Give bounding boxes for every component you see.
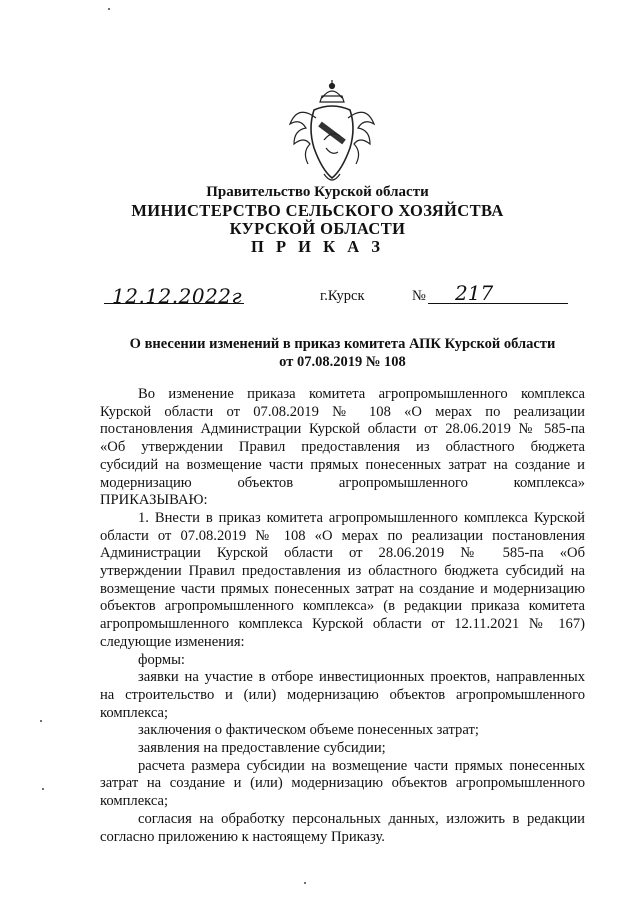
scan-speck [42,788,44,790]
ministry-title: МИНИСТЕРСТВО СЕЛЬСКОГО ХОЗЯЙСТВА [131,201,504,220]
body-line: согласно приложению к настоящему Приказу. [100,828,385,845]
body-line: Во изменение приказа комитета агропромышленного комплекса [138,386,585,402]
scan-speck [108,8,110,10]
body-line: Администрации Курской области от 28.06.2019 № 585-па «Об [100,545,585,562]
body-line: расчета размера субсидии на возмещение части прямых понесенных [138,757,585,774]
body-line: Курской области от 07.08.2019 № 108 «О мерах по реализации [100,403,585,420]
body-line: заключения о фактическом объеме понесенных затрат; [138,722,479,739]
body-line: области от 07.08.2019 № 108 «О мерах по реализации постановления [100,527,585,544]
number-underline [428,303,568,304]
document-body [100,386,585,846]
coat-of-arms-emblem [286,78,378,190]
date-underline [104,303,244,304]
body-line: формы: [138,651,185,668]
order-number: 217 [455,281,494,305]
order-date: 12.12.2022г [112,284,243,308]
body-line: заявления на предоставление субсидии; [138,740,386,757]
body-line: ПРИКАЗЫВАЮ: [100,492,208,509]
document-type: П Р И К А З [251,237,384,256]
body-line: субсидий на возмещение части прямых понесенных затрат на создание и [100,456,585,473]
city: г.Курск [320,288,365,304]
body-line: «Об утверждении Правил предоставления из областного бюджета [100,439,585,456]
number-label: № [412,288,426,304]
government-title: Правительство Курской области [206,184,429,200]
body-line: заявки на участие в отборе инвестиционных проектов, направленных [138,669,585,686]
body-line: объектов агропромышленного комплекса» (в редакции приказа комитета [100,598,585,615]
body-line: постановления Администрации Курской области от 28.06.2019 № 585-па [100,421,585,438]
body-line: агропромышленного комплекса Курской области от 12.11.2021 № 167) [100,616,585,633]
body-line: на строительство и (или) модернизацию объектов агропромышленного [100,686,585,703]
body-line: 1. Внести в приказ комитета агропромышленного комплекса Курской [138,509,585,526]
body-line: возмещение части прямых понесенных затрат на создание и модернизацию [100,580,585,597]
body-line: следующие изменения: [100,633,245,650]
body-line: согласия на обработку персональных данных, изложить в редакции [138,810,585,827]
scan-speck [304,882,306,884]
body-line: затрат на создание и (или) модернизацию объектов агропромышленного [100,775,585,792]
subject-line: от 07.08.2019 № 108 [279,354,406,370]
body-line: утверждении Правил предоставления из областного бюджета субсидий на [100,563,585,580]
body-line: модернизацию объектов агропромышленного комплекса» [100,474,585,491]
subject-line: О внесении изменений в приказ комитета АПК Курской области [129,336,556,352]
scan-speck [40,720,42,722]
body-line: комплекса; [100,704,169,721]
document-subject [100,335,585,371]
body-line: комплекса; [100,793,169,810]
region-title: КУРСКОЙ ОБЛАСТИ [229,219,406,238]
